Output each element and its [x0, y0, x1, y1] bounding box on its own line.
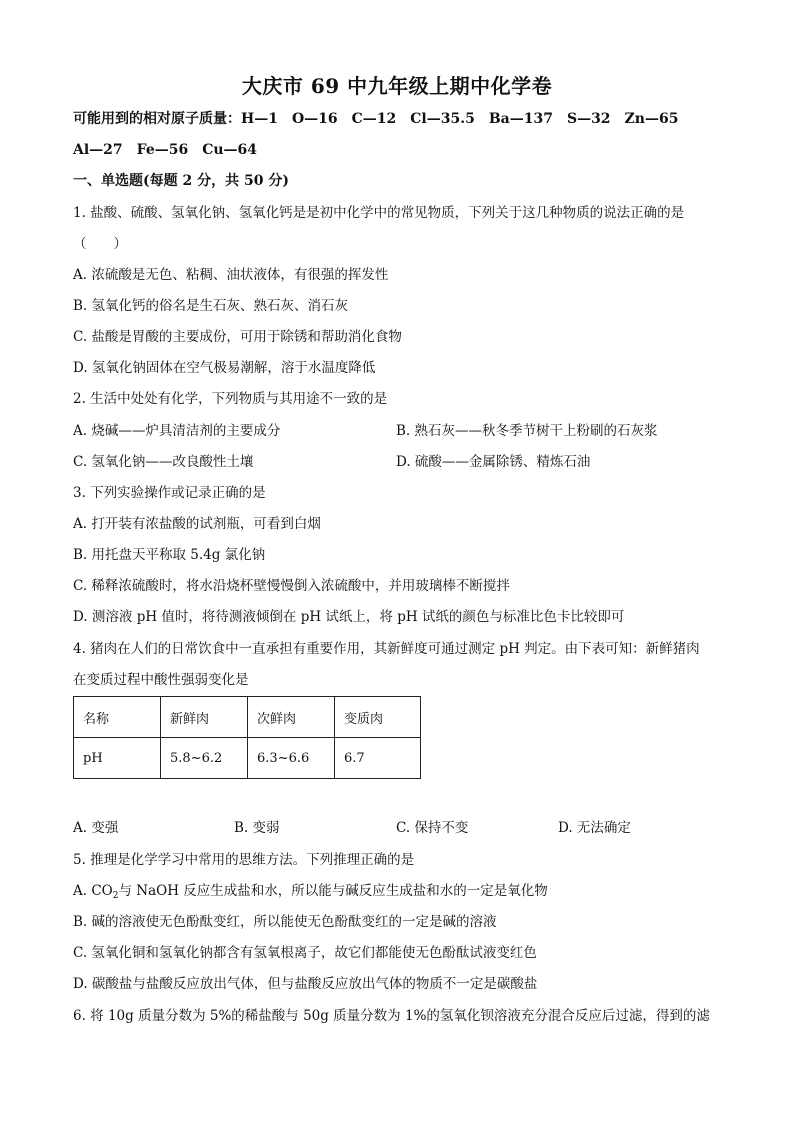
table-cell: 6.7: [335, 738, 421, 779]
q5-option-c: C. 氢氧化铜和氢氧化钠都含有氢氧根离子，故它们都能使无色酚酞试液变红色: [73, 945, 537, 961]
q1-option-a: A. 浓硫酸是无色、粘稠、油状液体，有很强的挥发性: [73, 267, 389, 283]
table-header-cell: 次鲜肉: [248, 697, 335, 738]
table-cell: 6.3~6.6: [248, 738, 335, 779]
table-header-cell: 新鲜肉: [161, 697, 248, 738]
subscript-two: 2: [112, 891, 119, 901]
table-header-cell: 名称: [74, 697, 161, 738]
q1-stem: 1. 盐酸、硫酸、氢氧化钠、氢氧化钙是是初中化学中的常见物质，下列关于这几种物质的说法正确的是: [73, 205, 685, 221]
q6-stem: 6. 将 10g 质量分数为 5%的稀盐酸与 50g 质量分数为 1%的氢氧化钡溶液充分混合反应后过滤，得到的滤: [73, 1008, 710, 1024]
q5-option-a: [73, 882, 548, 905]
q4-option-c: C. 保持不变: [396, 820, 469, 836]
q5-option-d: D. 碳酸盐与盐酸反应放出气体，但与盐酸反应放出气体的物质不一定是碳酸盐: [73, 976, 538, 992]
q5-option-a-prefix: A. CO: [73, 883, 113, 899]
q4-stem-line-2: 在变质过程中酸性强弱变化是: [73, 672, 249, 688]
section-heading: 一、单选题(每题 2 分，共 50 分): [73, 173, 289, 189]
q3-option-d: D. 测溶液 pH 值时，将待测液倾倒在 pH 试纸上，将 pH 试纸的颜色与标准比色卡比较即可: [73, 609, 625, 625]
q3-stem: 3. 下列实验操作或记录正确的是: [73, 485, 266, 501]
q2-option-a: A. 烧碱——炉具清洁剂的主要成分: [73, 423, 281, 439]
q3-option-b: B. 用托盘天平称取 5.4g 氯化钠: [73, 547, 266, 563]
q5-stem: 5. 推理是化学学习中常用的思维方法。下列推理正确的是: [73, 852, 415, 868]
atomic-masses-line-2: Al—27 Fe—56 Cu—64: [73, 142, 258, 158]
q2-option-b: B. 熟石灰——秋冬季节树干上粉刷的石灰浆: [396, 423, 658, 439]
table-cell: pH: [74, 738, 161, 779]
q4-option-b: B. 变弱: [234, 820, 280, 836]
q4-stem-line-1: 4. 猪肉在人们的日常饮食中一直承担有重要作用，其新鲜度可通过测定 pH 判定。由下表可知：新鲜猪肉: [73, 641, 700, 657]
q1-option-c: C. 盐酸是胃酸的主要成份，可用于除锈和帮助消化食物: [73, 329, 402, 345]
q4-option-a: A. 变强: [73, 820, 119, 836]
q4-option-d: D. 无法确定: [558, 820, 631, 836]
table-cell: 5.8~6.2: [161, 738, 248, 779]
table-header-row: [74, 697, 421, 738]
atomic-masses-line-1: 可能用到的相对原子质量：H—1 O—16 C—12 Cl—35.5 Ba—137 S—32 Zn—65: [73, 111, 679, 127]
q2-stem: 2. 生活中处处有化学，下列物质与其用途不一致的是: [73, 391, 388, 407]
table-header-cell: 变质肉: [335, 697, 421, 738]
q1-answer-paren: （ ）: [73, 236, 127, 252]
table-row: [74, 738, 421, 779]
q2-option-c: C. 氢氧化钠——改良酸性土壤: [73, 454, 254, 470]
q3-option-c: C. 稀释浓硫酸时，将水沿烧杯壁慢慢倒入浓硫酸中，并用玻璃棒不断搅拌: [73, 578, 510, 594]
q1-option-b: B. 氢氧化钙的俗名是生石灰、熟石灰、消石灰: [73, 298, 349, 314]
q2-option-d: D. 硫酸——金属除锈、精炼石油: [396, 454, 591, 470]
page-title: 大庆市 69 中九年级上期中化学卷: [241, 74, 553, 98]
ph-table: [73, 696, 421, 779]
q3-option-a: A. 打开装有浓盐酸的试剂瓶，可看到白烟: [73, 516, 321, 532]
q5-option-a-text: 与 NaOH 反应生成盐和水，所以能与碱反应生成盐和水的一定是氧化物: [118, 883, 548, 899]
q5-option-b: B. 碱的溶液使无色酚酞变红，所以能使无色酚酞变红的一定是碱的溶液: [73, 914, 497, 930]
q1-option-d: D. 氢氧化钠固体在空气极易潮解，溶于水温度降低: [73, 360, 376, 376]
